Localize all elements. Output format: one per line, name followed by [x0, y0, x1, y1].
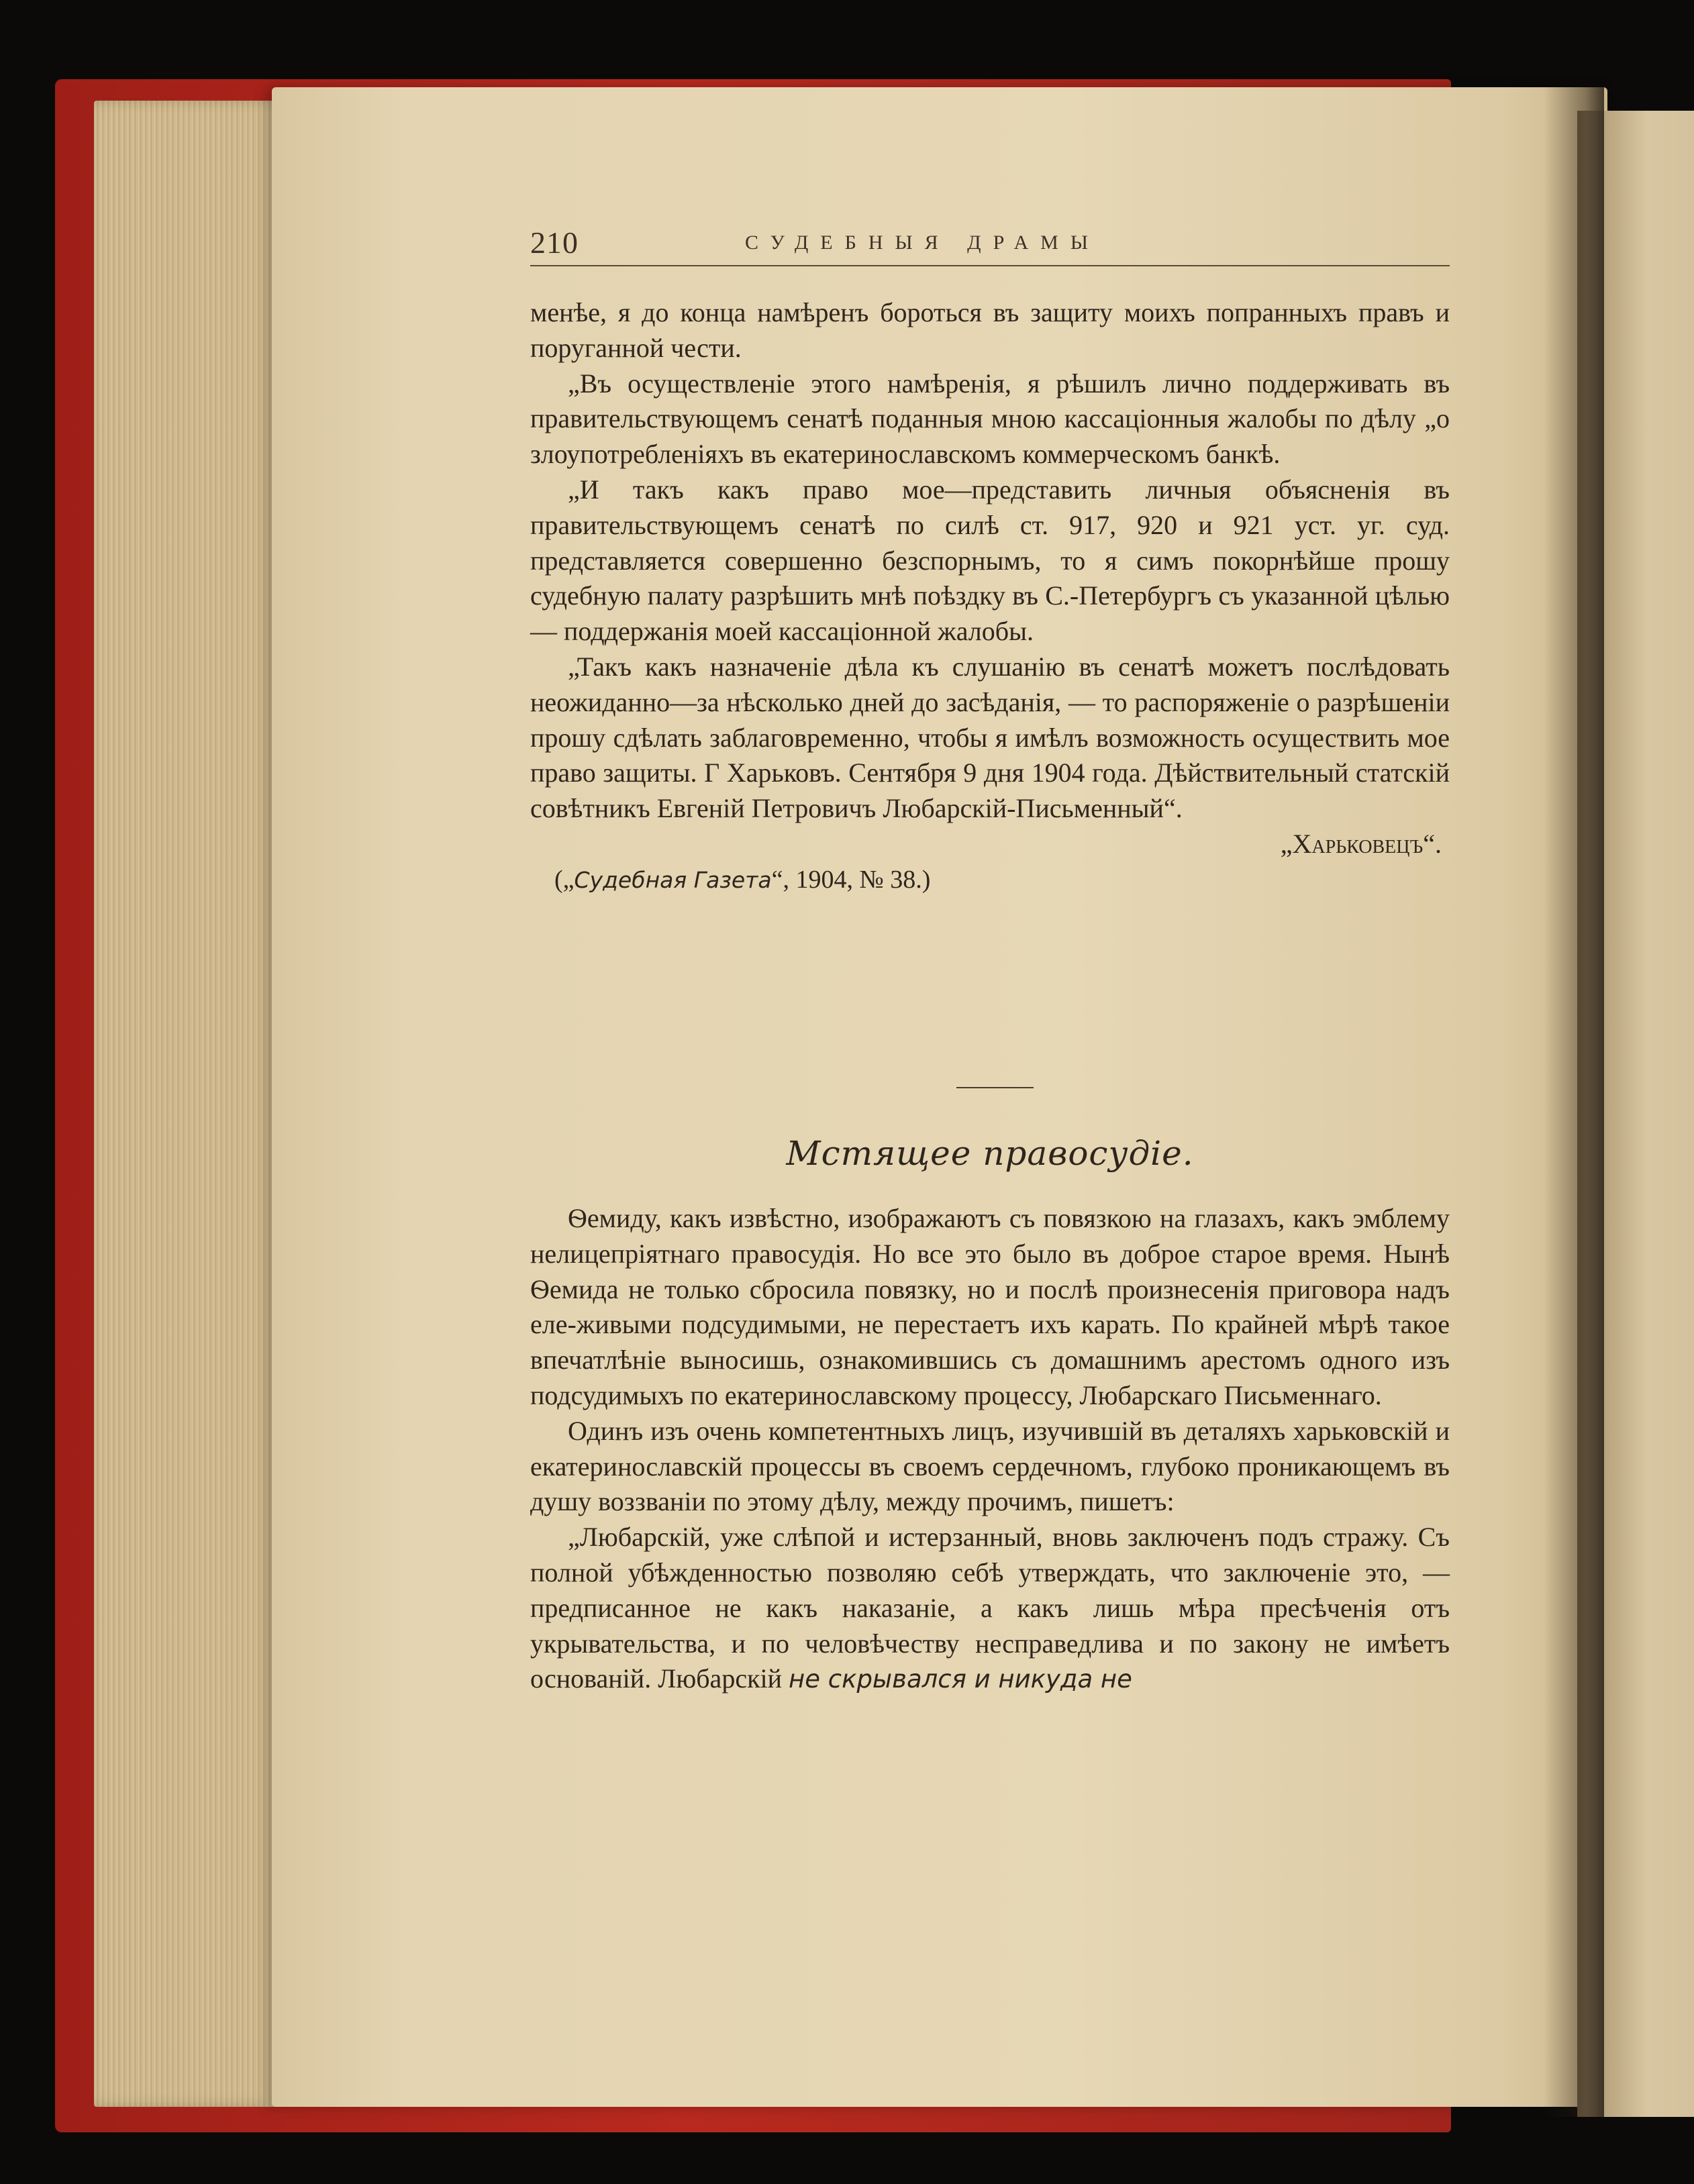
paragraph [530, 1520, 1450, 1698]
paragraph: „Въ осуществленіе этого намѣренія, я рѣшилъ лично поддерживать въ правительствующемъ сенатѣ поданныя мною кассаціонныя жалобы по дѣлу „о злоупотребленіяхъ въ екатеринославскомъ коммерческомъ банкѣ. [530, 368, 1450, 470]
page-number: 210 [530, 225, 579, 260]
body-text-section [530, 1201, 1450, 1698]
section-title: Мстящее правосудіе. [786, 1134, 1194, 1173]
running-head: СУДЕБНЫЯ ДРАМЫ [745, 231, 1100, 254]
paragraph: Ѳемиду, какъ извѣстно, изображаютъ съ повязкою на глазахъ, какъ эмблему нелицепріятнаго правосудія. Но все это было въ доброе старое время. Нынѣ Ѳемида не только сбросила повязку, но и послѣ произнесенія приговора надъ еле-живыми подсудимыми, не перестаетъ ихъ карать. По крайней мѣрѣ такое впечатлѣніе выносишь, ознакомившись съ домашнимъ арестомъ одного изъ подсудимыхъ по екатеринославскому процессу, Любарскаго Письменнаго. [530, 1203, 1450, 1410]
section-divider [956, 1087, 1034, 1088]
page-edges [94, 101, 295, 2107]
paragraph-text: „Любарскій, уже слѣпой и истерзанный, вновь заключенъ подъ стражу. Съ полной убѣжденностью позволяю себѣ утверждать, что заключеніе это, — предписанное не какъ наказаніе, а какъ лишь мѣра пресѣченія отъ укрывательства, и по человѣчеству несправедлива и по закону не имѣетъ основаній. Любарскій [530, 1522, 1450, 1694]
page-header [530, 225, 1450, 266]
body-text-top [530, 295, 1450, 898]
page-gutter-shadow [1544, 87, 1604, 2117]
paragraph: Одинъ изъ очень компетентныхъ лицъ, изучившій въ деталяхъ харьковскій и екатеринославскій процессы въ своемъ сердечномъ, глубоко проникающемъ въ душу воззваніи по этому дѣлу, между прочимъ, пишетъ: [530, 1415, 1450, 1517]
source-citation [530, 862, 1450, 898]
paragraph: менѣе, я до конца намѣренъ бороться въ защиту моихъ попранныхъ правъ и поруганной чести. [530, 297, 1450, 363]
signature: „Харьковецъ“. [1280, 828, 1442, 859]
emphasized-text: не скрывался и никуда не [789, 1665, 1132, 1694]
source-rest: “, 1904, № 38.) [771, 865, 931, 894]
paragraph: „И такъ какъ право мое—представить личныя объясненія въ правительствующемъ сенатѣ по силѣ ст. 917, 920 и 921 уст. уг. суд. представляется совершенно безспорнымъ, то я симъ покорнѣйше прошу судебную палату разрѣшить мнѣ поѣздку въ С.-Петербургъ съ указанной цѣлью — поддержанія моей кассаціонной жалобы. [530, 474, 1450, 647]
source-open: („ [554, 865, 575, 894]
source-title: Судебная Газета [574, 866, 772, 893]
paragraph: „Такъ какъ назначеніе дѣла къ слушанію въ сенатѣ можетъ послѣдовать неожиданно—за нѣсколько дней до засѣданія, — то распоряженіе о разрѣшеніи прошу сдѣлать заблаговременно, чтобы я имѣлъ возможность осуществить мое право защиты. Г Харьковъ. Сентября 9 дня 1904 года. Дѣйствительный статскій совѣтникъ Евгеній Петровичъ Любарскій-Письменный“. [530, 651, 1450, 824]
